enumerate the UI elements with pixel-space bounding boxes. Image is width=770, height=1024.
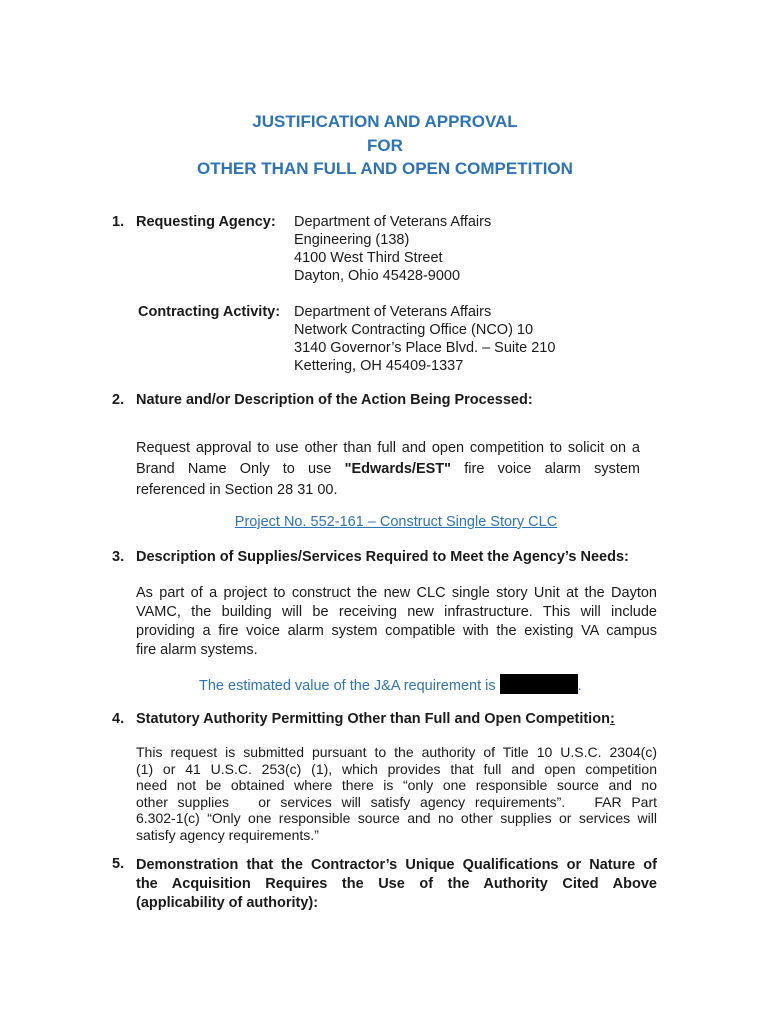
requesting-line-2: Engineering (138) <box>294 232 410 248</box>
section2-para-line1: Request approval to use other than full and open competition to solicit on a <box>136 440 640 456</box>
estimated-value-line <box>199 674 582 694</box>
section4-line-3: need not be obtained where there is “only one responsible source and no <box>136 777 657 793</box>
section2-para-line2-post: fire voice alarm system <box>451 461 640 477</box>
section3-line-2: VAMC, the building will be receiving new infrastructure. This will include <box>136 604 657 620</box>
requesting-agency-label: Requesting Agency: <box>136 214 276 230</box>
contracting-line-1: Department of Veterans Affairs <box>294 304 492 320</box>
section2-heading: Nature and/or Description of the Action Being Processed: <box>136 392 533 408</box>
contracting-line-3: 3140 Governor’s Place Blvd. – Suite 210 <box>294 340 556 356</box>
section3-line-4: fire alarm systems. <box>136 642 258 658</box>
contracting-line-4: Kettering, OH 45409-1337 <box>294 358 464 374</box>
contracting-line-2: Network Contracting Office (NCO) 10 <box>294 322 534 338</box>
requesting-line-1: Department of Veterans Affairs <box>294 214 492 230</box>
section4-line-2: (1) or 41 U.S.C. 253(c) (1), which provides that full and open competition <box>136 760 657 777</box>
estimated-value-end: . <box>577 678 582 694</box>
section3-number: 3. <box>112 549 125 565</box>
section2-para-line2-pre: Brand Name Only to use <box>136 461 345 477</box>
section2-number: 2. <box>112 392 125 408</box>
section5-heading-line-3: (applicability of authority): <box>136 895 319 911</box>
section5-heading-line-2: the Acquisition Requires the Use of the Authority Cited Above <box>136 876 657 892</box>
section4-paragraph <box>136 744 657 843</box>
section3-paragraph <box>136 584 657 660</box>
doc-title-line3: OTHER THAN FULL AND OPEN COMPETITION <box>197 159 573 178</box>
section4-number: 4. <box>112 711 125 727</box>
requesting-line-3: 4100 West Third Street <box>294 250 443 266</box>
section5-heading-line-1: Demonstration that the Contractor’s Unique Qualifications or Nature of <box>136 857 657 873</box>
section4-line-1: This request is submitted pursuant to the authority of Title 10 U.S.C. 2304(c) <box>136 744 657 760</box>
section3-line-1: As part of a project to construct the new CLC single story Unit at the Dayton <box>136 585 657 601</box>
section4-heading <box>136 711 615 727</box>
section5-heading <box>136 856 657 913</box>
doc-title-line1: JUSTIFICATION AND APPROVAL <box>252 112 518 131</box>
requesting-line-4: Dayton, Ohio 45428-9000 <box>294 268 461 284</box>
section3-line-3: providing a fire voice alarm system compatible with the existing VA campus <box>136 623 657 639</box>
section2-para-line3: referenced in Section 28 31 00. <box>136 482 338 498</box>
estimated-value-text: The estimated value of the J&A requirement is <box>199 678 496 694</box>
doc-title-line2: FOR <box>367 136 403 155</box>
section4-line-4: other supplies or services will satisfy agency requirements”. FAR Part <box>136 793 657 810</box>
section3-heading: Description of Supplies/Services Required to Meet the Agency’s Needs: <box>136 549 629 565</box>
brand-name-bold: "Edwards/EST" <box>344 461 452 477</box>
section4-heading-colon: : <box>609 711 615 727</box>
section1-number: 1. <box>112 214 125 230</box>
section4-heading-text: Statutory Authority Permitting Other than Full and Open Competition <box>136 711 610 727</box>
project-number-link[interactable]: Project No. 552-161 – Construct Single Story CLC <box>234 514 558 530</box>
section4-line-5: 6.302-1(c) “Only one responsible source and no other supplies or services will <box>136 810 657 826</box>
redaction-box <box>500 674 578 694</box>
contracting-activity-label: Contracting Activity: <box>138 304 281 320</box>
section2-para-line2 <box>136 459 640 480</box>
section5-number: 5. <box>112 856 125 872</box>
section4-line-6: satisfy agency requirements.” <box>136 826 319 843</box>
section2-paragraph <box>136 438 640 501</box>
